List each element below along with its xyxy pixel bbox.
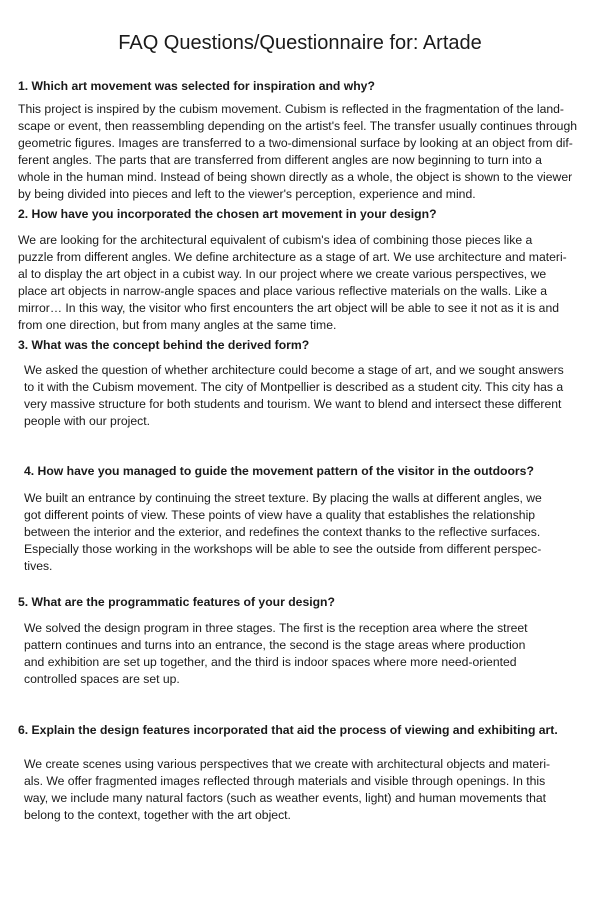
faq-answer-5 (24, 620, 528, 688)
answer-line: by being divided into pieces and left to the viewer's perception, experience and mind. (18, 187, 476, 201)
answer-line: way, we include many natural factors (such as weather events, light) and human movements that (24, 791, 547, 805)
answer-line: very massive structure for both students and tourism. We want to blend and intersect these different (24, 397, 562, 411)
answer-line: controlled spaces are set up. (24, 672, 180, 686)
answer-line: tives. (24, 559, 53, 573)
faq-answer-4 (24, 490, 542, 575)
faq-answer-6 (24, 756, 550, 824)
answer-line: We create scenes using various perspectives that we create with architectural objects and materi- (24, 757, 551, 771)
answer-line: and exhibition are set up together, and the third is indoor spaces where more need-oriented (24, 655, 517, 669)
answer-line: got different points of view. These points of view have a quality that establishes the relationship (24, 508, 536, 522)
answer-line: als. We offer fragmented images reflected through materials and visible through openings. In this (24, 774, 546, 788)
answer-line: geometric figures. Images are transferred to a two-dimensional surface by looking at an object from dif- (18, 136, 573, 150)
answer-line: We built an entrance by continuing the street texture. By placing the walls at different angles, we (24, 491, 542, 505)
answer-line: mirror… In this way, the visitor who first encounters the art object will be able to see it not as it is and (18, 301, 559, 315)
answer-line: people with our project. (24, 414, 151, 428)
answer-line: between the interior and the exterior, and redefines the context thanks to the reflective surfaces. (24, 525, 541, 539)
answer-line: ferent angles. The parts that are transferred from different angles are now beginning to turn into a (18, 153, 542, 167)
faq-question-1: 1. Which art movement was selected for inspiration and why? (18, 79, 375, 93)
faq-question-2: 2. How have you incorporated the chosen art movement in your design? (18, 207, 437, 221)
faq-answer-2 (18, 232, 567, 334)
faq-question-6: 6. Explain the design features incorporated that aid the process of viewing and exhibiting art. (18, 723, 558, 737)
answer-line: pattern continues and turns into an entrance, the second is the stage areas where production (24, 638, 526, 652)
answer-line: We are looking for the architectural equivalent of cubism's idea of combining those pieces like a (18, 233, 533, 247)
answer-line: Especially those working in the workshops will be able to see the outside from different perspec- (24, 542, 542, 556)
faq-answer-1 (18, 101, 577, 203)
answer-line: from one direction, but from many angles at the same time. (18, 318, 337, 332)
faq-question-4: 4. How have you managed to guide the movement pattern of the visitor in the outdoors? (24, 464, 534, 478)
page-title: FAQ Questions/Questionnaire for: Artade (118, 32, 482, 54)
answer-line: We solved the design program in three stages. The first is the reception area where the street (24, 621, 528, 635)
answer-line: whole in the human mind. Instead of being shown directly as a whole, the object is shown to the viewer (18, 170, 573, 184)
answer-line: We asked the question of whether architecture could become a stage of art, and we sought answers (24, 363, 564, 377)
answer-line: This project is inspired by the cubism movement. Cubism is reflected in the fragmentation of the land- (18, 102, 564, 116)
faq-answer-3 (24, 362, 564, 430)
answer-line: place art objects in narrow-angle spaces and place various reflective materials on the walls. Like a (18, 284, 548, 298)
answer-line: belong to the context, together with the art object. (24, 808, 291, 822)
faq-question-5: 5. What are the programmatic features of your design? (18, 595, 335, 609)
answer-line: al to display the art object in a cubist way. In our project where we create various perspectives, we (18, 267, 547, 281)
faq-question-3: 3. What was the concept behind the derived form? (18, 338, 310, 352)
answer-line: puzzle from different angles. We define architecture as a stage of art. We use architecture and materi- (18, 250, 567, 264)
answer-line: to it with the Cubism movement. The city of Montpellier is described as a student city. This city has a (24, 380, 564, 394)
answer-line: scape or event, then reassembling depending on the artist's feel. The transfer usually continues through (18, 119, 578, 133)
